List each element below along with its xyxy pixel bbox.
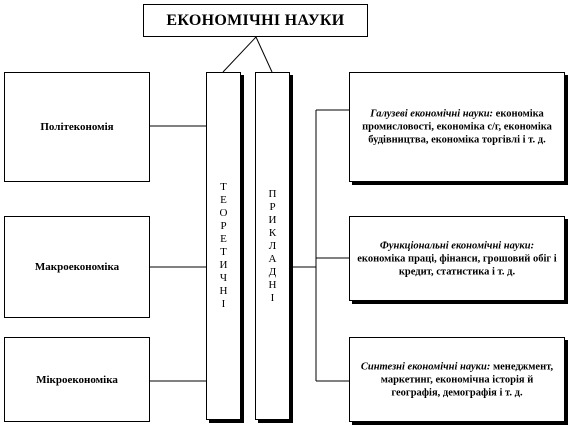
box-label: Макроекономіка [34,261,120,273]
box-macroeconomics [4,216,150,318]
column-letter: И [219,259,228,271]
column-letter: Ч [219,272,228,284]
column-applied [255,72,290,420]
column-letter: А [268,252,277,265]
connector-title-applied [256,37,272,72]
box-sectoral-sciences [349,72,565,182]
box-text: економіка промисловості, економіка с/г, економіка будівництва, економіка торгівлі і т. д. [362,108,552,146]
column-letter: Н [268,278,277,291]
box-functional-sciences [349,216,565,301]
column-letter: Н [219,285,228,297]
column-letter: І [270,291,275,304]
box-text: економіка праці, фінанси, грошовий обіг і кредит, статистика і т. д. [357,253,557,277]
box-synthetic-sciences [349,337,565,422]
box-heading: Галузеві економічні науки: [370,108,496,120]
box-label: Політекономія [40,121,114,133]
box-heading: Функціональні економічні науки: [379,240,535,251]
column-theoretical [206,72,241,420]
column-letter: Л [268,239,277,252]
column-letter: Д [268,265,277,278]
connector-title-theory [223,37,256,72]
column-letter: Е [220,233,227,245]
column-letter: И [268,213,277,226]
column-letter: О [219,207,228,219]
box-microeconomics [4,337,150,422]
column-letter: Т [220,181,227,193]
box-heading: Синтезні економічні науки: [360,361,493,372]
column-letter: К [268,226,277,239]
column-letter: Т [220,246,227,258]
column-letter: Р [269,200,276,213]
column-letter: І [221,298,226,310]
column-letter: Р [220,220,227,232]
box-political-economy [4,72,150,182]
box-text: менеджмент, маркетинг, економічна історія й географія, демографія і т. д. [380,361,554,398]
column-letter: П [268,187,277,200]
box-label: Мікроекономіка [36,373,118,386]
column-letter: Е [220,194,227,206]
diagram-title: ЕКОНОМІЧНІ НАУКИ [143,4,368,37]
